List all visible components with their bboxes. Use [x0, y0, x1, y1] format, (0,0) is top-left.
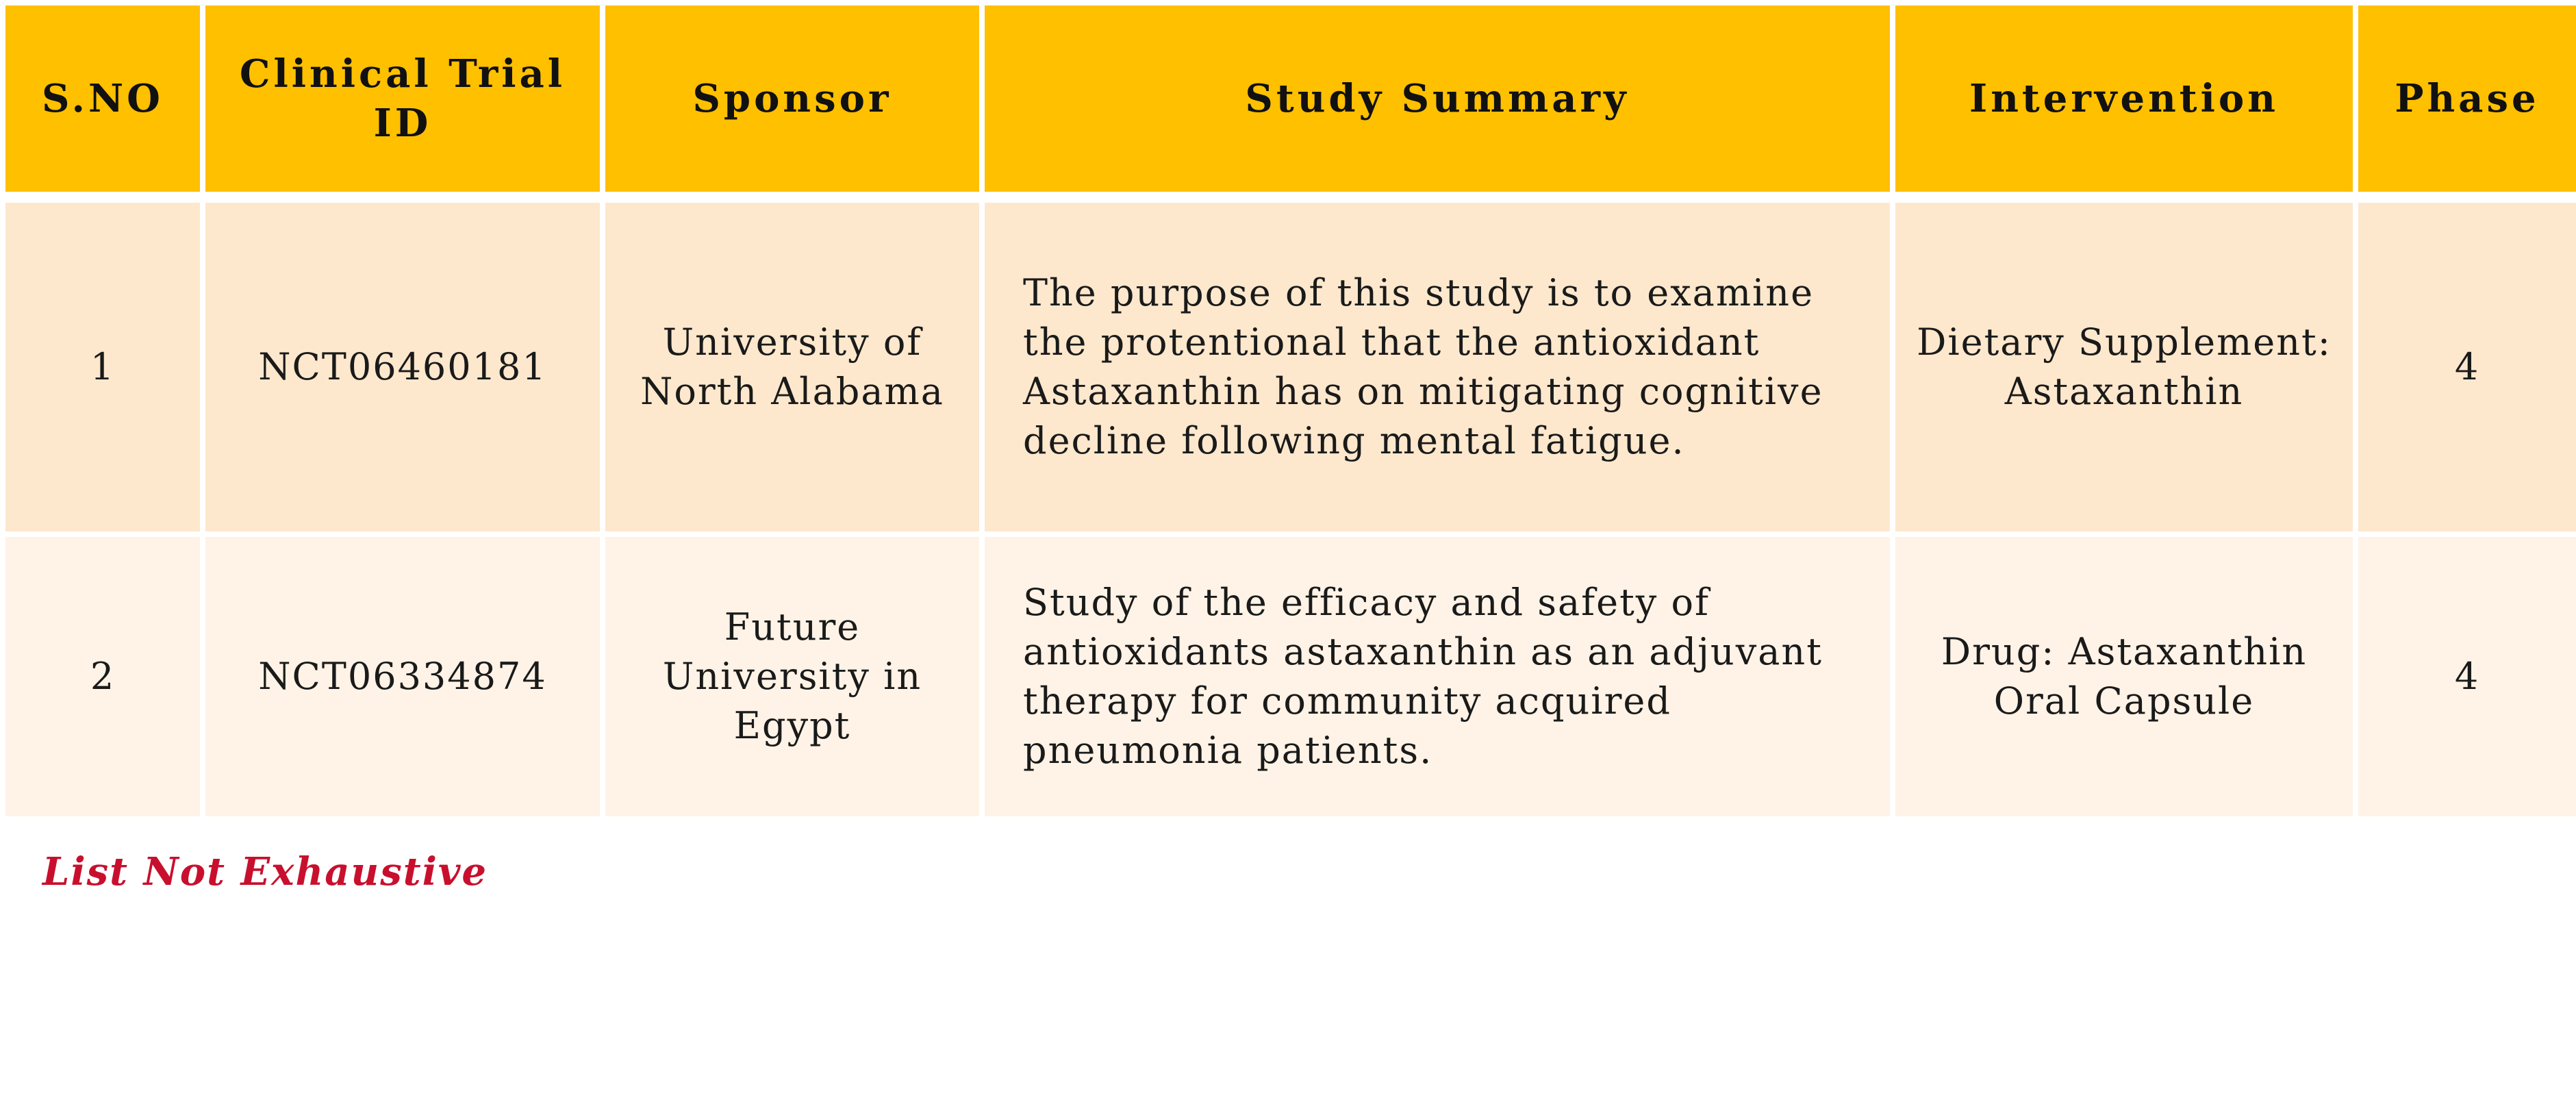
header-row: [5, 5, 2576, 192]
header-sno: S.NO: [5, 5, 200, 192]
list-not-exhaustive-note: List Not Exhaustive: [42, 849, 488, 894]
table-row: [5, 203, 2576, 531]
table-body: [5, 197, 2576, 816]
cell-phase: 4: [2358, 537, 2576, 816]
table-header: [5, 5, 2576, 192]
cell-intervention: Dietary Supplement: Astaxanthin: [1895, 203, 2353, 531]
cell-trial-id: NCT06460181: [205, 203, 600, 531]
header-sponsor: Sponsor: [605, 5, 979, 192]
cell-sno: 2: [5, 537, 200, 816]
cell-study-summary: Study of the efficacy and safety of antioxidants astaxanthin as an adjuvant therapy for community acquired pneumonia patients.: [985, 537, 1890, 816]
cell-sno: 1: [5, 203, 200, 531]
header-trial-id: Clinical Trial ID: [205, 5, 600, 192]
cell-trial-id: NCT06334874: [205, 537, 600, 816]
cell-study-summary: The purpose of this study is to examine the protentional that the antioxidant Astaxanthin has on mitigating cognitive decline following mental fatigue.: [985, 203, 1890, 531]
cell-sponsor: University of North Alabama: [605, 203, 979, 531]
header-intervention: Intervention: [1895, 5, 2353, 192]
cell-sponsor: Future University in Egypt: [605, 537, 979, 816]
cell-phase: 4: [2358, 203, 2576, 531]
cell-intervention: Drug: Astaxanthin Oral Capsule: [1895, 537, 2353, 816]
header-phase: Phase: [2358, 5, 2576, 192]
table-row: [5, 537, 2576, 816]
header-study-summary: Study Summary: [985, 5, 1890, 192]
